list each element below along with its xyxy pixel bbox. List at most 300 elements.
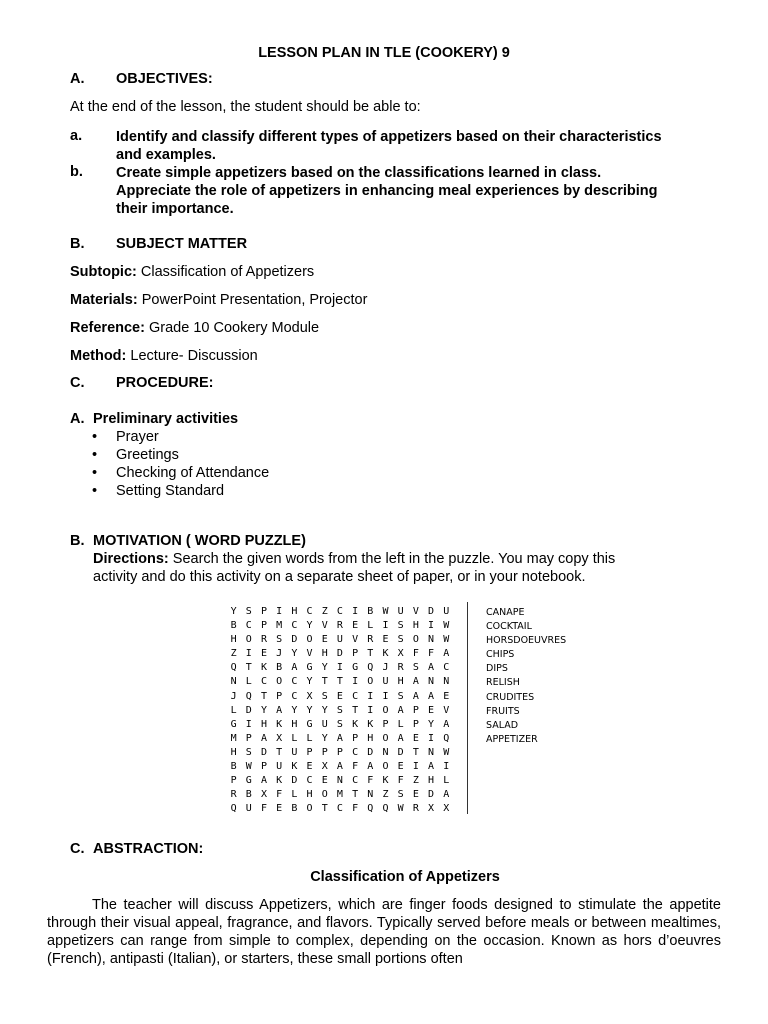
puzzle-letter: C bbox=[352, 690, 359, 702]
puzzle-letter: I bbox=[382, 620, 389, 632]
puzzle-letter: I bbox=[245, 718, 252, 730]
puzzle-letter: Q bbox=[382, 803, 389, 815]
puzzle-letter: M bbox=[230, 732, 237, 744]
puzzle-letter: I bbox=[412, 761, 419, 773]
puzzle-letter: K bbox=[260, 662, 267, 674]
puzzle-letter: R bbox=[412, 803, 419, 815]
puzzle-letter: O bbox=[321, 789, 328, 801]
puzzle-letter: E bbox=[382, 634, 389, 646]
puzzle-letter: E bbox=[352, 620, 359, 632]
puzzle-letter: Q bbox=[367, 662, 374, 674]
puzzle-letter: A bbox=[412, 676, 419, 688]
puzzle-letter: Z bbox=[382, 789, 389, 801]
puzzle-letter: X bbox=[276, 732, 283, 744]
puzzle-letter: F bbox=[352, 803, 359, 815]
puzzle-letter: S bbox=[412, 662, 419, 674]
puzzle-letter: W bbox=[245, 761, 252, 773]
word-puzzle-grid bbox=[226, 605, 468, 817]
puzzle-letter: A bbox=[276, 704, 283, 716]
puzzle-letter: S bbox=[397, 620, 404, 632]
puzzle-letter: H bbox=[321, 648, 328, 660]
puzzle-letter: Q bbox=[245, 690, 252, 702]
puzzle-letter: D bbox=[245, 704, 252, 716]
bullet-icon: • bbox=[92, 465, 98, 481]
puzzle-letter: S bbox=[321, 690, 328, 702]
objective-b-line-1: Create simple appetizers based on the classifications learned in class. bbox=[116, 165, 602, 181]
reference-value: Grade 10 Cookery Module bbox=[148, 320, 320, 336]
puzzle-letter: U bbox=[397, 606, 404, 617]
puzzle-letter: S bbox=[397, 690, 404, 702]
puzzle-letter: G bbox=[306, 662, 313, 674]
puzzle-letter: E bbox=[276, 803, 283, 815]
objective-a-text bbox=[116, 128, 662, 164]
preliminary-letter: A. bbox=[70, 411, 85, 427]
motivation-directions-line-2: activity and do this activity on a separate sheet of paper, or in your notebook. bbox=[93, 569, 586, 585]
puzzle-letter: N bbox=[336, 775, 343, 787]
puzzle-letter: P bbox=[260, 620, 267, 632]
puzzle-letter: M bbox=[276, 620, 283, 632]
puzzle-letter: P bbox=[321, 746, 328, 758]
puzzle-letter: J bbox=[382, 662, 389, 674]
puzzle-letter: Y bbox=[321, 732, 328, 744]
abstraction-heading: ABSTRACTION: bbox=[93, 841, 204, 857]
puzzle-letter: N bbox=[443, 676, 450, 688]
abstraction-subheading: Classification of Appetizers bbox=[310, 869, 500, 885]
puzzle-letter: U bbox=[245, 803, 252, 815]
puzzle-letter: L bbox=[230, 704, 237, 716]
puzzle-letter: T bbox=[245, 662, 252, 674]
puzzle-letter: A bbox=[291, 662, 298, 674]
puzzle-letter: U bbox=[291, 746, 298, 758]
objectives-heading: OBJECTIVES: bbox=[116, 71, 213, 87]
puzzle-letter: A bbox=[443, 718, 450, 730]
puzzle-letter: L bbox=[367, 620, 374, 632]
puzzle-row bbox=[226, 788, 468, 802]
puzzle-letter: B bbox=[367, 606, 374, 617]
puzzle-letter: D bbox=[428, 606, 435, 617]
puzzle-row bbox=[226, 647, 468, 661]
bullet-icon: • bbox=[92, 447, 98, 463]
puzzle-letter: N bbox=[382, 746, 389, 758]
puzzle-letter: A bbox=[397, 704, 404, 716]
objective-b-line-2: Appreciate the role of appetizers in enhancing meal experiences by describing bbox=[116, 183, 658, 199]
puzzle-letter: L bbox=[291, 732, 298, 744]
puzzle-letter: Y bbox=[321, 662, 328, 674]
word-list bbox=[486, 606, 566, 747]
puzzle-letter: E bbox=[397, 761, 404, 773]
puzzle-letter: D bbox=[260, 746, 267, 758]
puzzle-letter: X bbox=[428, 803, 435, 815]
puzzle-letter: P bbox=[260, 761, 267, 773]
puzzle-letter: A bbox=[367, 761, 374, 773]
puzzle-letter: P bbox=[382, 718, 389, 730]
puzzle-letter: C bbox=[291, 676, 298, 688]
puzzle-letter: Y bbox=[321, 704, 328, 716]
puzzle-letter: A bbox=[412, 690, 419, 702]
motivation-letter: B. bbox=[70, 533, 85, 549]
puzzle-row bbox=[226, 675, 468, 689]
puzzle-letter: Q bbox=[367, 803, 374, 815]
puzzle-letter: O bbox=[382, 732, 389, 744]
puzzle-letter: P bbox=[276, 690, 283, 702]
puzzle-word: RELISH bbox=[486, 677, 520, 689]
puzzle-letter: Y bbox=[306, 704, 313, 716]
puzzle-letter: C bbox=[291, 690, 298, 702]
objective-a-line-2: and examples. bbox=[116, 147, 216, 163]
puzzle-letter: J bbox=[276, 648, 283, 660]
puzzle-row bbox=[226, 605, 468, 619]
puzzle-letter: A bbox=[260, 775, 267, 787]
puzzle-letter: K bbox=[352, 718, 359, 730]
puzzle-letter: T bbox=[352, 704, 359, 716]
puzzle-row bbox=[226, 774, 468, 788]
puzzle-letter: X bbox=[306, 690, 313, 702]
puzzle-letter: G bbox=[230, 718, 237, 730]
puzzle-divider bbox=[467, 602, 468, 814]
puzzle-letter: H bbox=[397, 676, 404, 688]
puzzle-letter: N bbox=[367, 789, 374, 801]
puzzle-letter: C bbox=[336, 803, 343, 815]
page-title: LESSON PLAN IN TLE (COOKERY) 9 bbox=[258, 45, 510, 61]
puzzle-letter: F bbox=[276, 789, 283, 801]
puzzle-letter: O bbox=[276, 676, 283, 688]
puzzle-letter: I bbox=[367, 704, 374, 716]
puzzle-letter: K bbox=[276, 775, 283, 787]
procedure-heading: PROCEDURE: bbox=[116, 375, 214, 391]
subtopic-label: Subtopic: bbox=[70, 264, 137, 280]
puzzle-letter: P bbox=[336, 746, 343, 758]
puzzle-letter: P bbox=[245, 732, 252, 744]
puzzle-letter: M bbox=[336, 789, 343, 801]
method-value: Lecture- Discussion bbox=[130, 348, 258, 364]
puzzle-letter: O bbox=[245, 634, 252, 646]
puzzle-letter: B bbox=[245, 789, 252, 801]
puzzle-letter: T bbox=[367, 648, 374, 660]
puzzle-letter: D bbox=[336, 648, 343, 660]
bullet-icon: • bbox=[92, 429, 98, 445]
subject-matter-letter: B. bbox=[70, 236, 85, 252]
puzzle-letter: H bbox=[367, 732, 374, 744]
puzzle-letter: W bbox=[382, 606, 389, 617]
puzzle-letter: R bbox=[367, 634, 374, 646]
puzzle-letter: T bbox=[276, 746, 283, 758]
directions-label: Directions: bbox=[93, 551, 169, 567]
puzzle-letter: E bbox=[412, 789, 419, 801]
puzzle-word: CANAPE bbox=[486, 607, 525, 618]
puzzle-letter: P bbox=[306, 746, 313, 758]
puzzle-letter: Z bbox=[412, 775, 419, 787]
puzzle-letter: R bbox=[260, 634, 267, 646]
puzzle-letter: Y bbox=[306, 620, 313, 632]
puzzle-letter: Z bbox=[321, 606, 328, 617]
puzzle-letter: G bbox=[245, 775, 252, 787]
subject-matter-heading: SUBJECT MATTER bbox=[116, 236, 248, 252]
puzzle-letter: X bbox=[397, 648, 404, 660]
puzzle-word: DIPS bbox=[486, 663, 508, 675]
puzzle-letter: W bbox=[397, 803, 404, 815]
puzzle-letter: L bbox=[291, 789, 298, 801]
puzzle-letter: K bbox=[291, 761, 298, 773]
puzzle-letter: U bbox=[321, 718, 328, 730]
puzzle-letter: C bbox=[260, 676, 267, 688]
reference-row bbox=[70, 320, 319, 336]
puzzle-letter: C bbox=[352, 775, 359, 787]
objectives-letter: A. bbox=[70, 71, 85, 87]
puzzle-letter: A bbox=[428, 761, 435, 773]
puzzle-word: FRUITS bbox=[486, 705, 520, 717]
puzzle-letter: O bbox=[306, 634, 313, 646]
puzzle-letter: R bbox=[397, 662, 404, 674]
objectives-intro: At the end of the lesson, the student should be able to: bbox=[70, 99, 421, 115]
puzzle-letter: I bbox=[443, 761, 450, 773]
puzzle-letter: U bbox=[276, 761, 283, 773]
puzzle-letter: N bbox=[428, 634, 435, 646]
puzzle-letter: D bbox=[367, 746, 374, 758]
materials-value: PowerPoint Presentation, Projector bbox=[141, 292, 368, 308]
puzzle-letter: F bbox=[397, 775, 404, 787]
puzzle-letter: T bbox=[260, 690, 267, 702]
puzzle-letter: B bbox=[230, 620, 237, 632]
list-item-text: Prayer bbox=[116, 429, 159, 445]
puzzle-letter: I bbox=[352, 676, 359, 688]
puzzle-letter: S bbox=[336, 718, 343, 730]
puzzle-letter: W bbox=[443, 634, 450, 646]
puzzle-letter: I bbox=[428, 732, 435, 744]
puzzle-letter: T bbox=[336, 676, 343, 688]
puzzle-letter: E bbox=[336, 690, 343, 702]
puzzle-letter: H bbox=[428, 775, 435, 787]
puzzle-letter: K bbox=[382, 648, 389, 660]
puzzle-letter: R bbox=[230, 789, 237, 801]
puzzle-letter: S bbox=[276, 634, 283, 646]
puzzle-letter: H bbox=[306, 789, 313, 801]
puzzle-letter: F bbox=[412, 648, 419, 660]
puzzle-letter: R bbox=[336, 620, 343, 632]
puzzle-letter: H bbox=[230, 746, 237, 758]
puzzle-row bbox=[226, 704, 468, 718]
list-item-text: Setting Standard bbox=[116, 483, 225, 499]
abstraction-letter: C. bbox=[70, 841, 85, 857]
puzzle-letter: L bbox=[397, 718, 404, 730]
puzzle-letter: O bbox=[382, 761, 389, 773]
puzzle-letter: X bbox=[443, 803, 450, 815]
puzzle-letter: B bbox=[230, 761, 237, 773]
puzzle-letter: I bbox=[352, 606, 359, 617]
puzzle-letter: K bbox=[382, 775, 389, 787]
puzzle-letter: H bbox=[412, 620, 419, 632]
puzzle-letter: P bbox=[352, 732, 359, 744]
puzzle-letter: A bbox=[336, 761, 343, 773]
puzzle-letter: B bbox=[276, 662, 283, 674]
puzzle-letter: W bbox=[443, 620, 450, 632]
puzzle-letter: E bbox=[321, 634, 328, 646]
puzzle-letter: Z bbox=[230, 648, 237, 660]
method-label: Method: bbox=[70, 348, 127, 364]
puzzle-letter: Y bbox=[230, 606, 237, 617]
puzzle-letter: E bbox=[306, 761, 313, 773]
puzzle-letter: S bbox=[336, 704, 343, 716]
puzzle-letter: V bbox=[412, 606, 419, 617]
puzzle-letter: P bbox=[412, 718, 419, 730]
puzzle-letter: S bbox=[245, 606, 252, 617]
puzzle-letter: T bbox=[352, 789, 359, 801]
puzzle-letter: I bbox=[382, 690, 389, 702]
puzzle-letter: P bbox=[230, 775, 237, 787]
puzzle-word: HORSDOEUVRES bbox=[486, 635, 567, 647]
puzzle-letter: P bbox=[260, 606, 267, 617]
motivation-directions-line-1 bbox=[93, 551, 615, 567]
puzzle-letter: I bbox=[276, 606, 283, 617]
subtopic-row bbox=[70, 264, 314, 280]
puzzle-letter: H bbox=[291, 606, 298, 617]
puzzle-letter: K bbox=[276, 718, 283, 730]
objective-a-letter: a. bbox=[70, 128, 83, 144]
directions-text-1: Search the given words from the left in the puzzle. You may copy this bbox=[172, 551, 616, 567]
puzzle-word: COCKTAIL bbox=[486, 621, 532, 633]
puzzle-letter: N bbox=[428, 746, 435, 758]
puzzle-letter: G bbox=[306, 718, 313, 730]
puzzle-letter: O bbox=[367, 676, 374, 688]
puzzle-letter: H bbox=[291, 718, 298, 730]
puzzle-row bbox=[226, 619, 468, 633]
puzzle-letter: V bbox=[306, 648, 313, 660]
puzzle-letter: D bbox=[397, 746, 404, 758]
puzzle-letter: P bbox=[352, 648, 359, 660]
puzzle-letter: A bbox=[428, 690, 435, 702]
puzzle-letter: Y bbox=[260, 704, 267, 716]
materials-label: Materials: bbox=[70, 292, 138, 308]
puzzle-letter: S bbox=[397, 634, 404, 646]
puzzle-letter: Y bbox=[306, 676, 313, 688]
puzzle-letter: U bbox=[382, 676, 389, 688]
objective-a-line-1: Identify and classify different types of appetizers based on their characteristics bbox=[116, 129, 662, 145]
puzzle-letter: O bbox=[306, 803, 313, 815]
puzzle-letter: C bbox=[352, 746, 359, 758]
puzzle-letter: X bbox=[260, 789, 267, 801]
puzzle-letter: A bbox=[397, 732, 404, 744]
puzzle-row bbox=[226, 633, 468, 647]
puzzle-row bbox=[226, 802, 468, 816]
puzzle-letter: T bbox=[321, 803, 328, 815]
abstraction-paragraph: The teacher will discuss Appetizers, which are finger foods designed to stimulate the appetite through their visual appeal, fragrance, and flavors. Typically served before meals or between mealtimes, appetizers can range from simple to complex, depending on the occasion. Known as hors d’oeuvres (French), antipasti (Italian), or starters, these small portions often bbox=[47, 897, 721, 967]
puzzle-letter: H bbox=[260, 718, 267, 730]
puzzle-letter: A bbox=[443, 789, 450, 801]
puzzle-letter: C bbox=[306, 606, 313, 617]
puzzle-letter: C bbox=[245, 620, 252, 632]
method-row bbox=[70, 348, 258, 364]
puzzle-letter: I bbox=[367, 690, 374, 702]
puzzle-letter: F bbox=[367, 775, 374, 787]
puzzle-letter: D bbox=[428, 789, 435, 801]
puzzle-letter: C bbox=[306, 775, 313, 787]
list-item-text: Checking of Attendance bbox=[116, 465, 270, 481]
puzzle-row bbox=[226, 760, 468, 774]
objective-b-text bbox=[116, 164, 658, 218]
puzzle-letter: Y bbox=[291, 704, 298, 716]
puzzle-letter: F bbox=[352, 761, 359, 773]
subtopic-value: Classification of Appetizers bbox=[140, 264, 315, 280]
puzzle-letter: N bbox=[428, 676, 435, 688]
puzzle-letter: V bbox=[352, 634, 359, 646]
puzzle-row bbox=[226, 718, 468, 732]
puzzle-letter: S bbox=[245, 746, 252, 758]
puzzle-letter: A bbox=[260, 732, 267, 744]
motivation-heading: MOTIVATION ( WORD PUZZLE) bbox=[93, 533, 306, 549]
procedure-letter: C. bbox=[70, 375, 85, 391]
puzzle-letter: O bbox=[412, 634, 419, 646]
puzzle-letter: I bbox=[245, 648, 252, 660]
puzzle-letter: L bbox=[245, 676, 252, 688]
puzzle-letter: U bbox=[336, 634, 343, 646]
puzzle-letter: Y bbox=[291, 648, 298, 660]
puzzle-letter: D bbox=[291, 775, 298, 787]
puzzle-letter: C bbox=[291, 620, 298, 632]
puzzle-row bbox=[226, 746, 468, 760]
puzzle-letter: T bbox=[321, 676, 328, 688]
puzzle-letter: X bbox=[321, 761, 328, 773]
puzzle-letter: F bbox=[260, 803, 267, 815]
bullet-icon: • bbox=[92, 483, 98, 499]
puzzle-letter: E bbox=[321, 775, 328, 787]
puzzle-letter: A bbox=[428, 662, 435, 674]
puzzle-letter: F bbox=[428, 648, 435, 660]
puzzle-letter: D bbox=[291, 634, 298, 646]
objective-b-line-3: their importance. bbox=[116, 201, 234, 217]
puzzle-letter: Q bbox=[230, 803, 237, 815]
puzzle-word: CRUDITES bbox=[486, 691, 535, 703]
preliminary-heading: Preliminary activities bbox=[93, 411, 239, 427]
objective-b-letter: b. bbox=[70, 164, 83, 180]
puzzle-letter: Q bbox=[230, 662, 237, 674]
puzzle-letter: C bbox=[336, 606, 343, 617]
puzzle-row bbox=[226, 732, 468, 746]
puzzle-letter: V bbox=[443, 704, 450, 716]
puzzle-letter: L bbox=[306, 732, 313, 744]
puzzle-letter: J bbox=[230, 690, 237, 702]
puzzle-word: APPETIZER bbox=[486, 733, 538, 745]
puzzle-letter: E bbox=[260, 648, 267, 660]
puzzle-letter: H bbox=[230, 634, 237, 646]
puzzle-letter: I bbox=[428, 620, 435, 632]
puzzle-letter: C bbox=[443, 662, 450, 674]
list-item-text: Greetings bbox=[116, 447, 179, 463]
puzzle-letter: Q bbox=[443, 732, 450, 744]
puzzle-row bbox=[226, 690, 468, 704]
puzzle-letter: L bbox=[443, 775, 450, 787]
puzzle-letter: P bbox=[412, 704, 419, 716]
puzzle-word: CHIPS bbox=[486, 649, 515, 661]
puzzle-letter: S bbox=[397, 789, 404, 801]
puzzle-letter: E bbox=[443, 690, 450, 702]
puzzle-letter: B bbox=[291, 803, 298, 815]
puzzle-letter: I bbox=[336, 662, 343, 674]
puzzle-letter: A bbox=[336, 732, 343, 744]
puzzle-letter: O bbox=[382, 704, 389, 716]
puzzle-letter: V bbox=[321, 620, 328, 632]
puzzle-letter: E bbox=[428, 704, 435, 716]
puzzle-letter: N bbox=[230, 676, 237, 688]
puzzle-letter: U bbox=[443, 606, 450, 617]
puzzle-letter: G bbox=[352, 662, 359, 674]
puzzle-letter: A bbox=[443, 648, 450, 660]
reference-label: Reference: bbox=[70, 320, 145, 336]
materials-row bbox=[70, 292, 367, 308]
puzzle-row bbox=[226, 661, 468, 675]
puzzle-letter: E bbox=[412, 732, 419, 744]
puzzle-letter: T bbox=[412, 746, 419, 758]
puzzle-letter: Y bbox=[428, 718, 435, 730]
puzzle-letter: W bbox=[443, 746, 450, 758]
